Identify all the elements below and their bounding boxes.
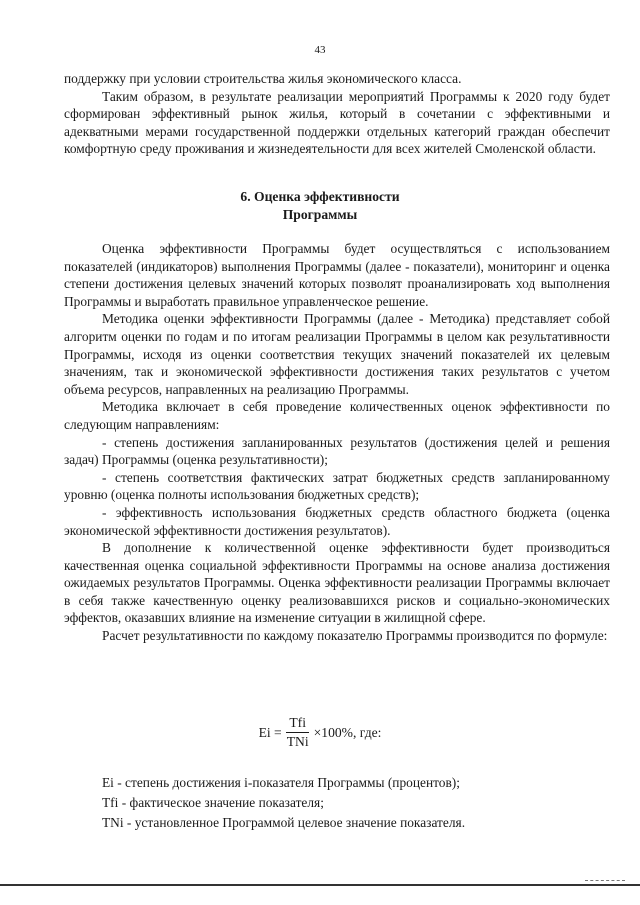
definition-item: TNi - установленное Программой целевое значение показателя.: [102, 815, 466, 830]
body-paragraph-3: Методика включает в себя проведение количественных оценок эффективности по следующим направлениям:: [64, 399, 610, 432]
body-paragraph-2: Методика оценки эффективности Программы (далее - Методика) представляет собой алгоритм оценки по годам и по итогам реализации Программы в целом как результативности Программы, исходя из оценки соответствия текущих значений показателей их целевым значениям, так и экономической эффективности достижения таких результатов с учетом объема ресурсов, направленных на реализацию Программы.: [64, 311, 610, 397]
intro-paragraph: Таким образом, в результате реализации мероприятий Программы к 2020 году будет сформирован эффективный рынок жилья, который в сочетании с эффективными и адекватными мерами государственной поддержки отдельных категорий граждан обеспечит комфортную среду проживания и жизнедеятельности для всех жителей Смоленской области.: [64, 88, 610, 157]
body-paragraph-1: Оценка эффективности Программы будет осуществляться с использованием показателей (индикаторов) выполнения Программы (далее - показатели), мониторинг и оценка степени достижения целевых значений которых позволят проанализировать ход выполнения Программы и выработать правильное управленческое решение.: [64, 241, 610, 309]
section-heading-line1: 6. Оценка эффективности: [240, 189, 400, 204]
intro-continued-line: поддержку при условии строительства жилья экономического класса.: [64, 71, 462, 86]
body-paragraph-5: Расчет результативности по каждому показателю Программы производится по формуле:: [102, 628, 608, 644]
bottom-rule: [0, 884, 640, 886]
list-item: - эффективность использования бюджетных средств областного бюджета (оценка экономической эффективности достижения результатов).: [64, 504, 610, 538]
formula-denominator: TNi: [286, 734, 309, 749]
list-item: - степень соответствия фактических затрат бюджетных средств запланированному уровню (оценка полноты использования бюджетных средств);: [64, 469, 610, 503]
body-block: [64, 240, 610, 645]
formula-lhs: Ei =: [258, 724, 282, 740]
intro-block: [64, 70, 610, 158]
definition-item: Ei - степень достижения i-показателя Программы (процентов);: [102, 775, 460, 790]
definitions-list: [102, 773, 612, 833]
formula: [0, 715, 640, 750]
formula-rhs: ×100%, где:: [313, 724, 382, 740]
page-number: 43: [314, 44, 326, 56]
definition-item: Tfi - фактическое значение показателя;: [102, 795, 324, 810]
list-item: - степень достижения запланированных результатов (достижения целей и решения задач) Программы (оценка результативности);: [64, 434, 610, 468]
formula-fraction: [284, 715, 312, 750]
section-heading: [0, 188, 640, 223]
section-heading-line2: Программы: [282, 206, 358, 222]
scan-artifact-ticks: [585, 880, 625, 882]
body-paragraph-4: В дополнение к количественной оценке эффективности будет производиться качественная оценка социальной эффективности Программы на основе анализа достижения ожидаемых результатов Программы. Оценка эффективности реализации Программы включает в себя также качественную оценку реализовавшихся рисков и социально-экономических эффектов, оказавших влияние на изменение ситуации в жилищной сфере.: [64, 540, 610, 626]
formula-numerator: Tfi: [286, 715, 309, 733]
